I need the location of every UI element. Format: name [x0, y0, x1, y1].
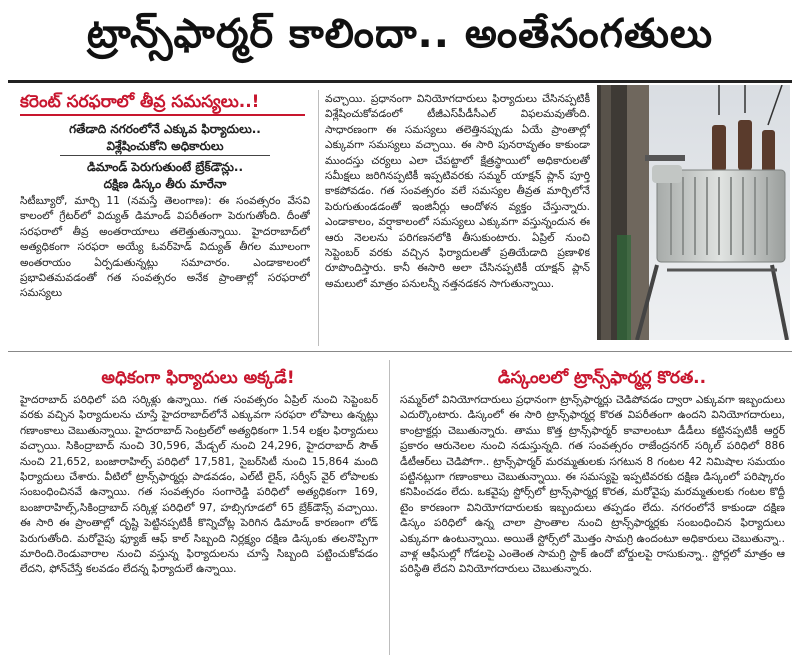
- deck-line-3: డిమాండ్ పెరుగుతుంటే బ్రేక్‌డౌన్లు..: [86, 160, 244, 174]
- deck-line-4: దక్షిణ డిస్కం తీరు మారేనా: [103, 177, 227, 191]
- article1-body-col1: సిటీబ్యూరో, మార్చి 11 (నమస్తే తెలంగాణ): ఈ సంవత్సరం వేసవి కాలంలో గ్రేటర్‌లో విద్యుత్ డిమాండ్ విపరీతంగా పెరుగుతోంది. దీంతో సరఫరాలో తీవ్ర అంతరాయాలు తలెత్తుతున్నాయి. హైదరాబాద్‌లో అత్యధికంగా సరఫరా అయ్యే ఓవర్‌హెడ్ విద్యుత్ తీగల మూలంగా అంతరాయం ఏర్పడుతున్నట్లు సమాచారం. ఎండాకాలంలో ప్రభావితమవడంతో గత సంవత్సరం అనేక ప్రాంతాల్లో సరఫరాలో సమస్యలు: [20, 195, 310, 300]
- deck-line-1: గతేడాది నగరంలోనే ఎక్కువ ఫిర్యాదులు..: [69, 122, 261, 136]
- section-rule: [8, 351, 792, 352]
- page-headline: ట్రాన్స్‌ఫార్మర్ కాలిందా.. అంతేసంగతులు: [86, 11, 714, 57]
- article2-body: హైదరాబాద్ పరిధిలో పది సర్కిళ్లు ఉన్నాయి. గత సంవత్సరం ఏప్రిల్ నుంచి సెప్టెంబర్ వరకు వచ్చిన ఫిర్యాదులను చూస్తే హైదరాబాద్‌లోనే ఎక్కువగా సరఫరా లోపాలు ఉన్నట్లు గణాంకాలు చెబుతున్నాయి. హైదరాబాద్ సెంట్రల్‌లో అత్యధికంగా 1.54 లక్షల ఫిర్యాదులు వచ్చాయి. సికింద్రాబాద్ నుంచి 30,596, మేడ్చల్ నుంచి 24,296, హైదరాబాద్ సౌత్ నుంచి 21,652, బంజారాహిల్స్ పరిధిలో 17,581, సైబర్‌సిటీ నుంచి 15,864 మంది ఫిర్యాదులు చేశారు. వీటిలో ట్రాన్స్‌ఫార్మర్లు పాడవడం, ఎల్‌టీ లైన్, సర్వీస్ వైర్ లోపాలకు సంబంధించినవే ఉన్నాయి. గత సంవత్సరం సంగారెడ్డి పరిధిలో అత్యధికంగా 169, బంజారాహిల్స్,సికింద్రాబాద్ సర్కిళ్ల పరిధిలో 97, హబ్సిగూడలో 65 బ్రేక్‌డౌన్స్ వచ్చాయి. ఈ సారి ఈ ప్రాంతాల్లో దృష్టి పెట్టినప్పటికీ కొన్నిచోట్ల పెరిగిన డిమాండ్ కారణంగా లోడ్ పెరుగుతోంది. మరోవైపు ఫ్యూజ్ ఆఫ్ కాల్ సిబ్బంది నిర్లక్ష్యం దక్షిణ డిస్కంకు తలనొప్పిగా మారింది.రెండువారాల నుంచి వస్తున్న ఫిర్యాదులను చూస్తే సిబ్బంది పట్టించుకోవడం లేదని, ఫోన్‌చేస్తే కలవడం లేదన్న ఫిర్యాదులే ఉన్నాయి.: [20, 394, 378, 576]
- electric-transformer-on-pole-icon: [597, 85, 790, 340]
- transformer-photo: [597, 85, 790, 340]
- article3-title: డిస్కంలలో ట్రాన్స్‌ఫార్మర్ల కొరత..: [497, 368, 707, 388]
- article3-body: సమ్మర్‌లో వినియోగదారులు ప్రధానంగా ట్రాన్స్‌ఫార్మర్లు చెడిపోవడం ద్వారా ఎక్కువగా ఇబ్బందులు ఎదుర్కొంటారు. డిస్కంలో ఈ సారి ట్రాన్స్‌ఫార్మర్ల కొరత విపరీతంగా ఉందని వినియోగదారులు, కాంట్రాక్టర్లు చెబుతున్నారు. తాము కొత్త ట్రాన్స్‌ఫార్మర్ కావాలంటూ డీడీలు కట్టినప్పటికీ ఆర్డర్ ప్రకారం ఆరునెలల నుంచి నడుస్తున్నది. గత సంవత్సరం రాజేంద్రనగర్ సర్కిల్ పరిధిలో 886 డీటీఆర్‌లు చెడిపోగా.. ట్రాన్స్‌ఫార్మర్ మరమ్మతులకు సగటున 8 గంటల 42 నిమిషాల సమయం పట్టినట్లుగా గణాంకాలు చెబుతున్నాయి. ఈ సమస్యపై ఇప్పటివరకు దక్షిణ డిస్కంలో పరిష్కారం కనిపించడం లేదు. ఒకవైపు స్టోర్స్‌లో ట్రాన్స్‌ఫార్మర్ల కొరత, మరోవైపు మరమ్మతులకు గంటల కొద్దీ టైం కారణంగా వినియోగదారులకు ఇబ్బందులు తప్పడం లేదు. నగరంలోనే కాకుండా దక్షిణ డిస్కం పరిధిలో ఉన్న చాలా ప్రాంతాల నుంచి ట్రాన్స్‌ఫార్మర్లకు సంబంధించిన ఫిర్యాదులు ఎక్కువగా ఉంటున్నాయి. అయితే స్టోర్స్‌లో మొత్తం సామగ్రి ఉందంటూ అధికారులు చెబుతున్నా.. వాళ్ల ఆఫీసుల్లో గోడలపై ఎంతెంత సామగ్రి స్టాక్ ఉందో బోర్డులపై రాసుకున్నా.. స్టోర్లలో మాత్రం ఆ పరిస్థితి లేదని వినియోగదారులు చెబుతున్నారు.: [400, 394, 785, 576]
- article2-title: అధికంగా ఫిర్యాదులు అక్కడే!: [101, 368, 295, 388]
- deck-line-2: విశ్లేషించుకోని అధికారులు: [60, 138, 270, 156]
- article1-title: కరెంట్ సరఫరాలో తీవ్ర సమస్యలు..!: [20, 90, 305, 116]
- headline-rule: [8, 80, 792, 83]
- article1-body-col2: వచ్చాయి. ప్రధానంగా వినియోగదారులు ఫిర్యాదులు చేసినప్పటికీ విశ్లేషించుకోవడంలో టీజీఎస్‌పీడీసీఎల్ విఫలమవుతోంది. సాధారణంగా ఈ సమస్యలు తలెత్తినప్పుడు ఏయే ప్రాంతాల్లో ఎక్కువగా సమస్యలు వచ్చాయి. ఈ సారి పునరావృతం కాకుండా ముందస్తు చర్యలు ఎలా చేపట్టాలో క్షేత్రస్థాయిలో అధికారులతో సమీక్షలు జరిగినప్పటికీ ఇప్పటివరకు సమ్మర్ యాక్షన్ ప్లాన్ పూర్తి కాకపోవడం. గత సంవత్సరం వలే సమస్యల తీవ్రత మార్చిలోనే పెరుగుతుండడంతో ఇంజినీర్లు ఆందోళన వ్యక్తం చేస్తున్నారు. ఎండాకాలం, వర్షాకాలంలో సమస్యలు ఎక్కువగా వస్తున్నందున ఈ ఆరు నెలలను పరిగణనలోకి తీసుకుంటారు. ఏప్రిల్ నుంచి సెప్టెంబర్ వరకు వచ్చిన ఫిర్యాదులతో ప్రతియేడాది ప్రణాళిక రూపొందిస్తారు. కానీ ఈసారి అలా చేసినప్పటికీ యాక్షన్ ప్లాన్ అమలులో మాత్రం పనులన్నీ నత్తనడకన సాగుతున్నాయి.: [325, 93, 590, 290]
- article1-deck: [20, 121, 310, 193]
- column-divider-bottom: [389, 360, 390, 655]
- column-divider-top: [318, 90, 319, 346]
